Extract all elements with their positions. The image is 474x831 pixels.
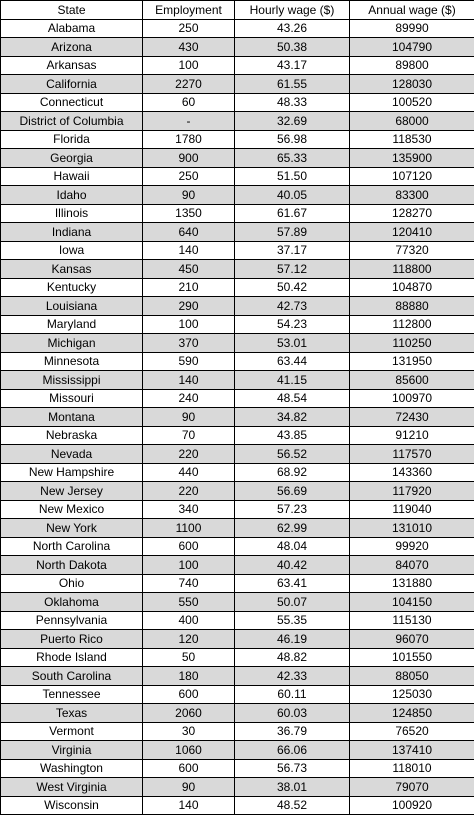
- employment-cell: 440: [143, 463, 235, 482]
- table-row: [1, 408, 474, 427]
- state-cell: Arizona: [1, 38, 143, 57]
- state-cell: North Carolina: [1, 537, 143, 556]
- state-cell: Idaho: [1, 186, 143, 205]
- hourly-wage-cell: 46.19: [235, 630, 350, 649]
- employment-cell: 100: [143, 56, 235, 75]
- annual-wage-cell: 131010: [350, 519, 474, 538]
- table-row: [1, 648, 474, 667]
- annual-wage-cell: 100920: [350, 796, 474, 815]
- employment-cell: -: [143, 112, 235, 131]
- table-row: [1, 38, 474, 57]
- annual-wage-cell: 83300: [350, 186, 474, 205]
- annual-wage-cell: 115130: [350, 611, 474, 630]
- annual-wage-cell: 118800: [350, 260, 474, 279]
- annual-wage-cell: 101550: [350, 648, 474, 667]
- state-cell: Michigan: [1, 334, 143, 353]
- state-cell: Georgia: [1, 149, 143, 168]
- employment-cell: 220: [143, 445, 235, 464]
- table-row: [1, 463, 474, 482]
- annual-wage-cell: 72430: [350, 408, 474, 427]
- hourly-wage-cell: 50.42: [235, 278, 350, 297]
- annual-wage-cell: 124850: [350, 704, 474, 723]
- employment-cell: 550: [143, 593, 235, 612]
- annual-wage-cell: 100520: [350, 93, 474, 112]
- column-header-hourly-wage: Hourly wage ($): [235, 1, 350, 20]
- annual-wage-cell: 120410: [350, 223, 474, 242]
- hourly-wage-cell: 53.01: [235, 334, 350, 353]
- employment-cell: 400: [143, 611, 235, 630]
- hourly-wage-cell: 51.50: [235, 167, 350, 186]
- hourly-wage-cell: 56.52: [235, 445, 350, 464]
- table-row: [1, 149, 474, 168]
- annual-wage-cell: 125030: [350, 685, 474, 704]
- hourly-wage-cell: 40.42: [235, 556, 350, 575]
- annual-wage-cell: 100970: [350, 389, 474, 408]
- table-row: [1, 611, 474, 630]
- employment-cell: 600: [143, 759, 235, 778]
- hourly-wage-cell: 43.26: [235, 19, 350, 38]
- table-row: [1, 204, 474, 223]
- annual-wage-cell: 77320: [350, 241, 474, 260]
- annual-wage-cell: 104790: [350, 38, 474, 57]
- employment-cell: 250: [143, 19, 235, 38]
- employment-cell: 90: [143, 408, 235, 427]
- state-cell: California: [1, 75, 143, 94]
- employment-cell: 900: [143, 149, 235, 168]
- table-row: [1, 574, 474, 593]
- employment-cell: 140: [143, 241, 235, 260]
- employment-cell: 1780: [143, 130, 235, 149]
- hourly-wage-cell: 41.15: [235, 371, 350, 390]
- table-row: [1, 260, 474, 279]
- table-row: [1, 759, 474, 778]
- annual-wage-cell: 135900: [350, 149, 474, 168]
- hourly-wage-cell: 38.01: [235, 778, 350, 797]
- table-row: [1, 297, 474, 316]
- hourly-wage-cell: 37.17: [235, 241, 350, 260]
- table-row: [1, 130, 474, 149]
- state-cell: Louisiana: [1, 297, 143, 316]
- state-cell: New Hampshire: [1, 463, 143, 482]
- table-row: [1, 722, 474, 741]
- annual-wage-cell: 68000: [350, 112, 474, 131]
- annual-wage-cell: 84070: [350, 556, 474, 575]
- header-row: [1, 1, 474, 20]
- annual-wage-cell: 119040: [350, 500, 474, 519]
- state-cell: Connecticut: [1, 93, 143, 112]
- employment-cell: 600: [143, 537, 235, 556]
- employment-cell: 120: [143, 630, 235, 649]
- table-row: [1, 112, 474, 131]
- table-row: [1, 519, 474, 538]
- annual-wage-cell: 118530: [350, 130, 474, 149]
- employment-cell: 210: [143, 278, 235, 297]
- table-row: [1, 667, 474, 686]
- table-row: [1, 167, 474, 186]
- annual-wage-cell: 104870: [350, 278, 474, 297]
- table-row: [1, 778, 474, 797]
- annual-wage-cell: 128030: [350, 75, 474, 94]
- state-cell: Missouri: [1, 389, 143, 408]
- state-cell: Texas: [1, 704, 143, 723]
- employment-cell: 60: [143, 93, 235, 112]
- employment-cell: 2270: [143, 75, 235, 94]
- table-row: [1, 223, 474, 242]
- hourly-wage-cell: 48.52: [235, 796, 350, 815]
- employment-cell: 740: [143, 574, 235, 593]
- table-row: [1, 556, 474, 575]
- table-row: [1, 630, 474, 649]
- state-cell: New Jersey: [1, 482, 143, 501]
- state-cell: Hawaii: [1, 167, 143, 186]
- annual-wage-cell: 96070: [350, 630, 474, 649]
- annual-wage-cell: 99920: [350, 537, 474, 556]
- annual-wage-cell: 89800: [350, 56, 474, 75]
- table-row: [1, 537, 474, 556]
- annual-wage-cell: 89990: [350, 19, 474, 38]
- state-cell: Illinois: [1, 204, 143, 223]
- state-cell: Pennsylvania: [1, 611, 143, 630]
- state-cell: Mississippi: [1, 371, 143, 390]
- hourly-wage-cell: 63.41: [235, 574, 350, 593]
- table-row: [1, 445, 474, 464]
- state-cell: Kansas: [1, 260, 143, 279]
- table-row: [1, 93, 474, 112]
- state-cell: Oklahoma: [1, 593, 143, 612]
- state-cell: Alabama: [1, 19, 143, 38]
- table-row: [1, 241, 474, 260]
- employment-cell: 220: [143, 482, 235, 501]
- state-cell: Indiana: [1, 223, 143, 242]
- state-cell: Arkansas: [1, 56, 143, 75]
- employment-cell: 250: [143, 167, 235, 186]
- hourly-wage-cell: 57.89: [235, 223, 350, 242]
- table-body: [1, 19, 474, 815]
- hourly-wage-cell: 48.82: [235, 648, 350, 667]
- table-row: [1, 278, 474, 297]
- hourly-wage-cell: 62.99: [235, 519, 350, 538]
- hourly-wage-cell: 32.69: [235, 112, 350, 131]
- annual-wage-cell: 79070: [350, 778, 474, 797]
- state-cell: Florida: [1, 130, 143, 149]
- annual-wage-cell: 91210: [350, 426, 474, 445]
- hourly-wage-cell: 57.23: [235, 500, 350, 519]
- state-cell: Puerto Rico: [1, 630, 143, 649]
- annual-wage-cell: 117920: [350, 482, 474, 501]
- column-header-state: State: [1, 1, 143, 20]
- employment-cell: 180: [143, 667, 235, 686]
- state-cell: Vermont: [1, 722, 143, 741]
- table-row: [1, 19, 474, 38]
- annual-wage-cell: 128270: [350, 204, 474, 223]
- hourly-wage-cell: 42.73: [235, 297, 350, 316]
- table-row: [1, 500, 474, 519]
- annual-wage-cell: 112800: [350, 315, 474, 334]
- annual-wage-cell: 88050: [350, 667, 474, 686]
- state-cell: Maryland: [1, 315, 143, 334]
- state-cell: Tennessee: [1, 685, 143, 704]
- employment-cell: 140: [143, 371, 235, 390]
- hourly-wage-cell: 68.92: [235, 463, 350, 482]
- hourly-wage-cell: 40.05: [235, 186, 350, 205]
- state-cell: District of Columbia: [1, 112, 143, 131]
- hourly-wage-cell: 61.55: [235, 75, 350, 94]
- employment-cell: 1350: [143, 204, 235, 223]
- state-cell: Rhode Island: [1, 648, 143, 667]
- hourly-wage-cell: 43.17: [235, 56, 350, 75]
- state-cell: Virginia: [1, 741, 143, 760]
- employment-cell: 90: [143, 778, 235, 797]
- employment-cell: 100: [143, 556, 235, 575]
- employment-cell: 370: [143, 334, 235, 353]
- state-cell: New Mexico: [1, 500, 143, 519]
- table-row: [1, 315, 474, 334]
- state-cell: Montana: [1, 408, 143, 427]
- employment-cell: 430: [143, 38, 235, 57]
- hourly-wage-cell: 57.12: [235, 260, 350, 279]
- hourly-wage-cell: 50.07: [235, 593, 350, 612]
- hourly-wage-cell: 42.33: [235, 667, 350, 686]
- table-row: [1, 593, 474, 612]
- column-header-employment: Employment: [143, 1, 235, 20]
- hourly-wage-cell: 36.79: [235, 722, 350, 741]
- state-cell: New York: [1, 519, 143, 538]
- employment-cell: 340: [143, 500, 235, 519]
- table-row: [1, 186, 474, 205]
- table-row: [1, 704, 474, 723]
- annual-wage-cell: 131880: [350, 574, 474, 593]
- annual-wage-cell: 76520: [350, 722, 474, 741]
- hourly-wage-cell: 65.33: [235, 149, 350, 168]
- employment-cell: 140: [143, 796, 235, 815]
- employment-cell: 90: [143, 186, 235, 205]
- state-cell: Nevada: [1, 445, 143, 464]
- state-cell: South Carolina: [1, 667, 143, 686]
- hourly-wage-cell: 61.67: [235, 204, 350, 223]
- state-cell: Minnesota: [1, 352, 143, 371]
- annual-wage-cell: 104150: [350, 593, 474, 612]
- hourly-wage-cell: 43.85: [235, 426, 350, 445]
- table-row: [1, 334, 474, 353]
- hourly-wage-cell: 56.73: [235, 759, 350, 778]
- employment-cell: 600: [143, 685, 235, 704]
- employment-cell: 240: [143, 389, 235, 408]
- hourly-wage-cell: 54.23: [235, 315, 350, 334]
- hourly-wage-cell: 60.11: [235, 685, 350, 704]
- table-row: [1, 482, 474, 501]
- state-cell: Iowa: [1, 241, 143, 260]
- annual-wage-cell: 143360: [350, 463, 474, 482]
- hourly-wage-cell: 56.69: [235, 482, 350, 501]
- employment-cell: 2060: [143, 704, 235, 723]
- annual-wage-cell: 137410: [350, 741, 474, 760]
- hourly-wage-cell: 48.04: [235, 537, 350, 556]
- employment-cell: 30: [143, 722, 235, 741]
- table-row: [1, 389, 474, 408]
- employment-cell: 450: [143, 260, 235, 279]
- state-cell: West Virginia: [1, 778, 143, 797]
- employment-cell: 290: [143, 297, 235, 316]
- state-cell: North Dakota: [1, 556, 143, 575]
- employment-cell: 100: [143, 315, 235, 334]
- table-row: [1, 56, 474, 75]
- state-cell: Ohio: [1, 574, 143, 593]
- employment-cell: 640: [143, 223, 235, 242]
- hourly-wage-cell: 34.82: [235, 408, 350, 427]
- table-row: [1, 741, 474, 760]
- annual-wage-cell: 131950: [350, 352, 474, 371]
- state-cell: Nebraska: [1, 426, 143, 445]
- column-header-annual-wage: Annual wage ($): [350, 1, 474, 20]
- annual-wage-cell: 85600: [350, 371, 474, 390]
- hourly-wage-cell: 66.06: [235, 741, 350, 760]
- table-row: [1, 796, 474, 815]
- hourly-wage-cell: 56.98: [235, 130, 350, 149]
- hourly-wage-cell: 63.44: [235, 352, 350, 371]
- annual-wage-cell: 107120: [350, 167, 474, 186]
- table-row: [1, 371, 474, 390]
- state-cell: Kentucky: [1, 278, 143, 297]
- state-cell: Washington: [1, 759, 143, 778]
- table-row: [1, 75, 474, 94]
- annual-wage-cell: 118010: [350, 759, 474, 778]
- hourly-wage-cell: 48.54: [235, 389, 350, 408]
- employment-cell: 1060: [143, 741, 235, 760]
- employment-cell: 1100: [143, 519, 235, 538]
- annual-wage-cell: 110250: [350, 334, 474, 353]
- table-row: [1, 426, 474, 445]
- hourly-wage-cell: 48.33: [235, 93, 350, 112]
- hourly-wage-cell: 55.35: [235, 611, 350, 630]
- hourly-wage-cell: 50.38: [235, 38, 350, 57]
- annual-wage-cell: 117570: [350, 445, 474, 464]
- employment-cell: 50: [143, 648, 235, 667]
- annual-wage-cell: 88880: [350, 297, 474, 316]
- employment-cell: 70: [143, 426, 235, 445]
- state-cell: Wisconsin: [1, 796, 143, 815]
- table-row: [1, 685, 474, 704]
- hourly-wage-cell: 60.03: [235, 704, 350, 723]
- table-row: [1, 352, 474, 371]
- employment-cell: 590: [143, 352, 235, 371]
